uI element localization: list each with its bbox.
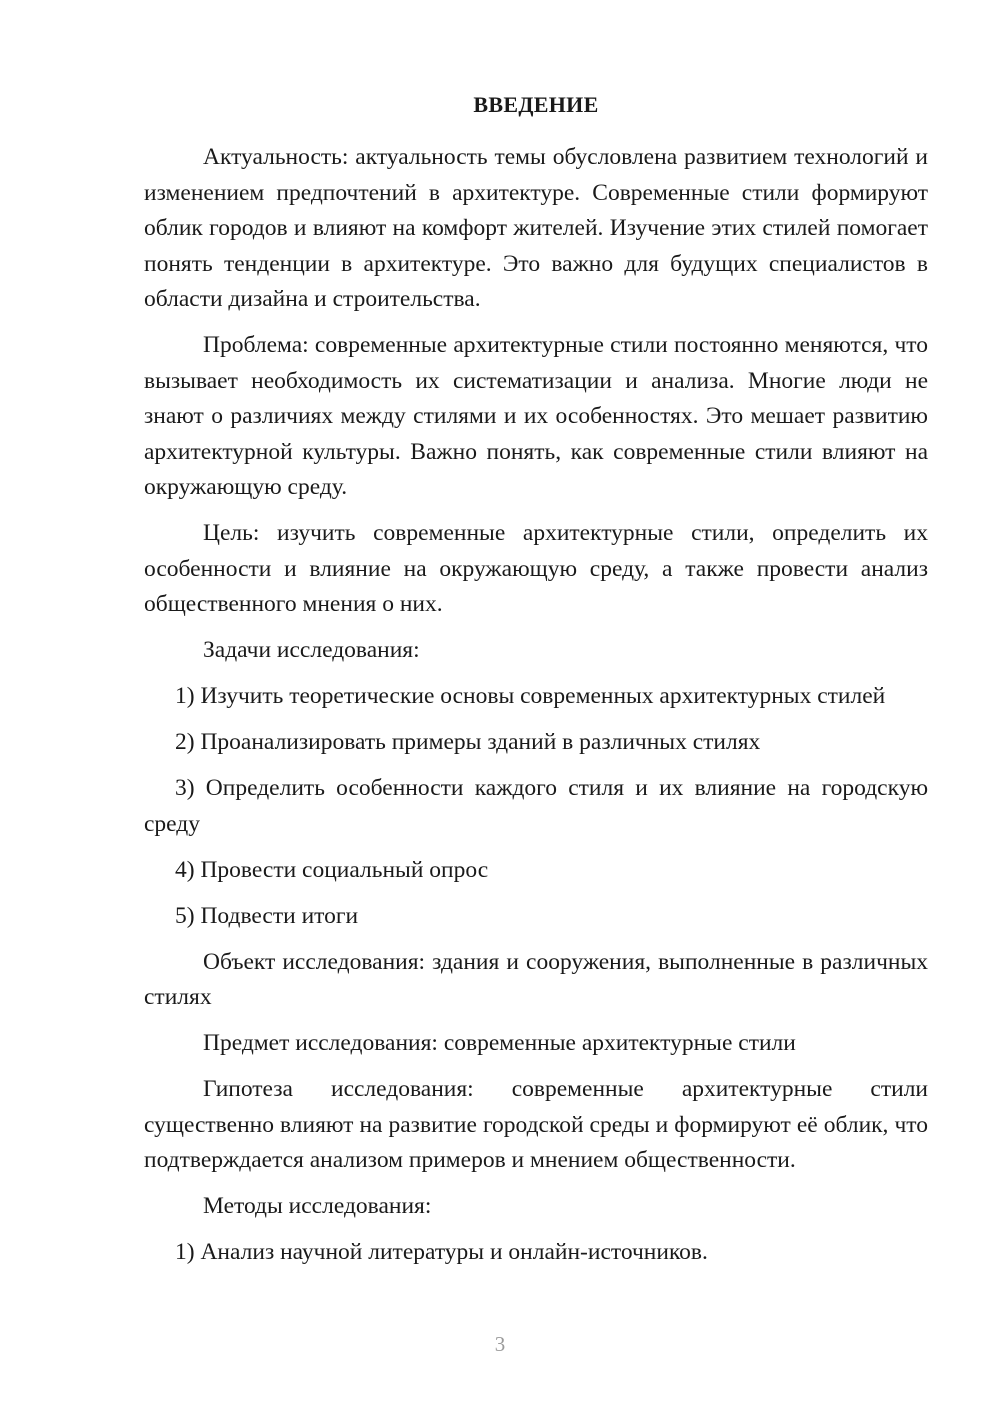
paragraph-problem: Проблема: современные архитектурные стили постоянно меняются, что вызывает необходимость их систематизации и анализа. Многие люди не знают о различиях между стилями и их особенностях. Это мешает развитию архитектурной культуры. Важно понять, как современные стили влияют на окружающую среду. — [144, 332, 928, 500]
page-content — [144, 92, 928, 1281]
methods-heading: Методы исследования: — [203, 1193, 432, 1219]
task-item: 5) Подвести итоги — [175, 902, 359, 929]
paragraph-subject: Предмет исследования: современные архитектурные стили — [203, 1030, 796, 1056]
task-item: 2) Проанализировать примеры зданий в различных стилях — [175, 729, 761, 755]
task-item: 4) Провести социальный опрос — [175, 856, 489, 883]
tasks-heading: Задачи исследования: — [203, 637, 420, 663]
paragraph-hypothesis: Гипотеза исследования: современные архитектурные стили существенно влияют на развитие городской среды и формируют её облик, что подтверждается анализом примеров и мнением общественности. — [144, 1076, 928, 1173]
paragraph-relevance: Актуальность: актуальность темы обусловлена развитием технологий и изменением предпочтений в архитектуре. Современные стили формируют облик городов и влияют на комфорт жителей. Изучение этих стилей помогает понять тенденции в архитектуре. Это важно для будущих специалистов в области дизайна и строительства. — [144, 144, 928, 312]
paragraph-object: Объект исследования: здания и сооружения, выполненные в различных стилях — [144, 948, 928, 1010]
method-item: 1) Анализ научной литературы и онлайн-источников. — [175, 1239, 708, 1265]
task-item: 3) Определить особенности каждого стиля и их влияние на городскую среду — [144, 775, 928, 837]
page-number: 3 — [494, 1332, 506, 1356]
task-item: 1) Изучить теоретические основы современных архитектурных стилей — [175, 683, 886, 709]
paragraph-goal: Цель: изучить современные архитектурные стили, определить их особенности и влияние на окружающую среду, а также провести анализ общественного мнения о них. — [144, 520, 928, 617]
section-title: ВВЕДЕНИЕ — [473, 92, 599, 117]
